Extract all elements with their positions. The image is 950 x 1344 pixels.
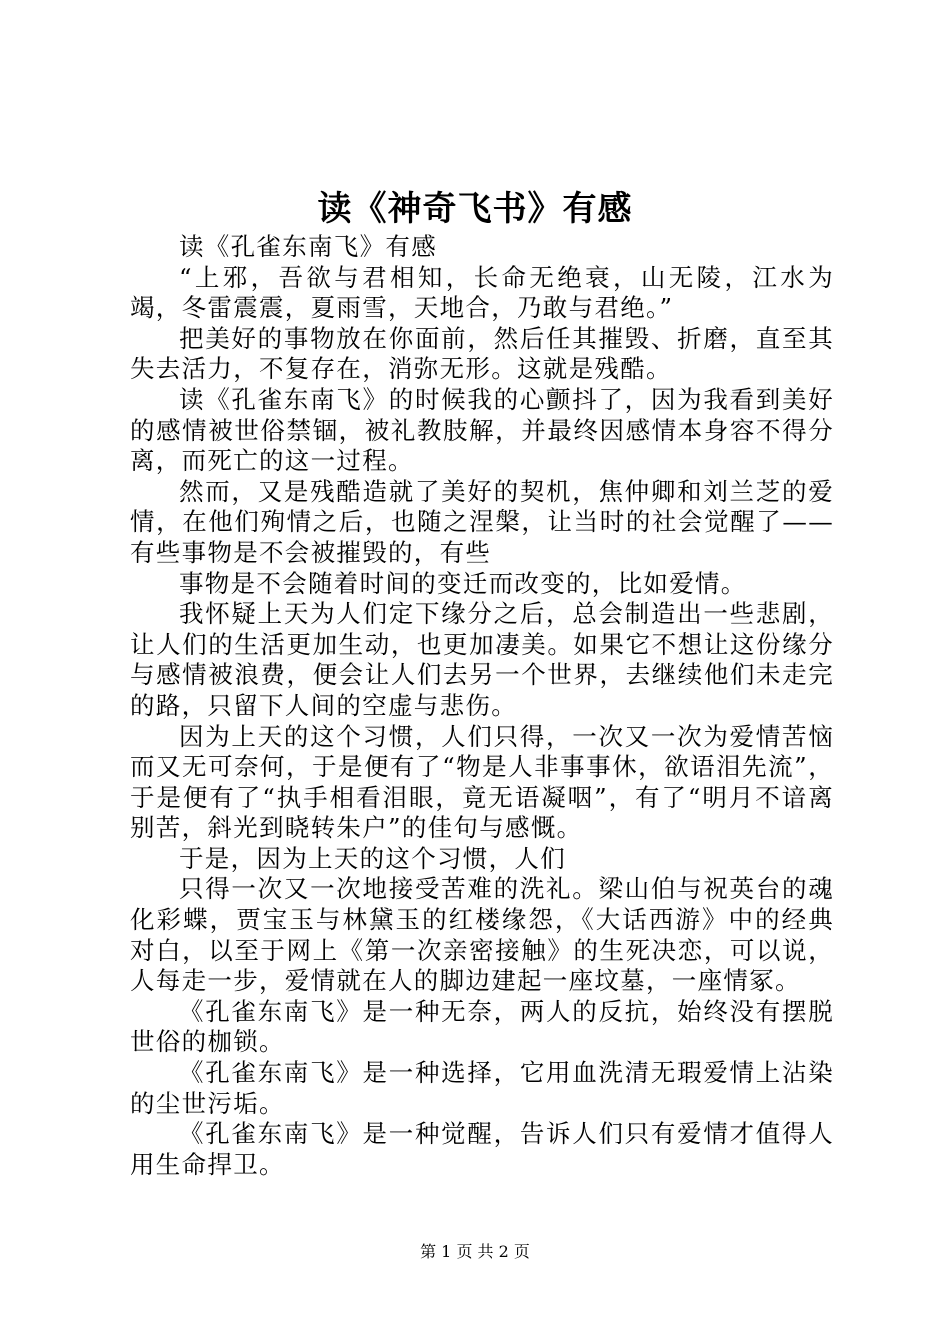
paragraph: 然而，又是残酷造就了美好的契机，焦仲卿和刘兰芝的爱情，在他们殉情之后，也随之涅槃，让当时的社会觉醒了——有些事物是不会被摧毁的，有些 [130, 476, 834, 567]
paragraph: 《孔雀东南飞》是一种觉醒，告诉人们只有爱情才值得人用生命捍卫。 [130, 1119, 834, 1179]
paragraph: 只得一次又一次地接受苦难的洗礼。梁山伯与祝英台的魂化彩蝶，贾宝玉与林黛玉的红楼缘怨，《大话西游》中的经典对白，以至于网上《第一次亲密接触》的生死决恋，可以说，人每走一步，爱情就在人的脚边建起一座坟墓，一座情冢。 [130, 874, 834, 996]
paragraph: 因为上天的这个习惯，人们只得，一次又一次为爱情苦恼而又无可奈何，于是便有了“物是人非事事休，欲语泪先流”，于是便有了“执手相看泪眼，竟无语凝咽”，有了“明月不谙离别苦，斜光到晓转朱户”的佳句与感慨。 [130, 721, 834, 843]
paragraph: 事物是不会随着时间的变迁而改变的，比如爱情。 [179, 568, 747, 598]
paragraph: 我怀疑上天为人们定下缘分之后，总会制造出一些悲剧，让人们的生活更加生动，也更加凄美。如果它不想让这份缘分与感情被浪费，便会让人们去另一个世界，去继续他们未走完的路，只留下人间的空虚与悲伤。 [130, 599, 834, 720]
page-footer: 第 1 页 共 2 页 [420, 1242, 530, 1261]
paragraph: 于是，因为上天的这个习惯，人们 [179, 843, 566, 873]
paragraph: 把美好的事物放在你面前，然后任其摧毁、折磨，直至其失去活力，不复存在，消弥无形。这就是残酷。 [130, 323, 834, 384]
page-title: 读《神奇飞书》有感 [317, 189, 633, 229]
paragraph: 读《孔雀东南飞》的时候我的心颤抖了，因为我看到美好的感情被世俗禁锢，被礼教肢解，并最终因感情本身容不得分离，而死亡的这一过程。 [130, 384, 834, 476]
paragraph: 《孔雀东南飞》是一种无奈，两人的反抗，始终没有摆脱世俗的枷锁。 [130, 996, 834, 1057]
document-body [130, 232, 834, 1180]
paragraph: 《孔雀东南飞》是一种选择，它用血洗清无瑕爱情上沾染的尘世污垢。 [130, 1058, 834, 1118]
paragraph-quote: “上邪，吾欲与君相知，长命无绝衰，山无陵，江水为竭，冬雷震震，夏雨雪，天地合，乃敢与君绝。” [130, 262, 834, 323]
paragraph-subtitle: 读《孔雀东南飞》有感 [179, 232, 437, 261]
